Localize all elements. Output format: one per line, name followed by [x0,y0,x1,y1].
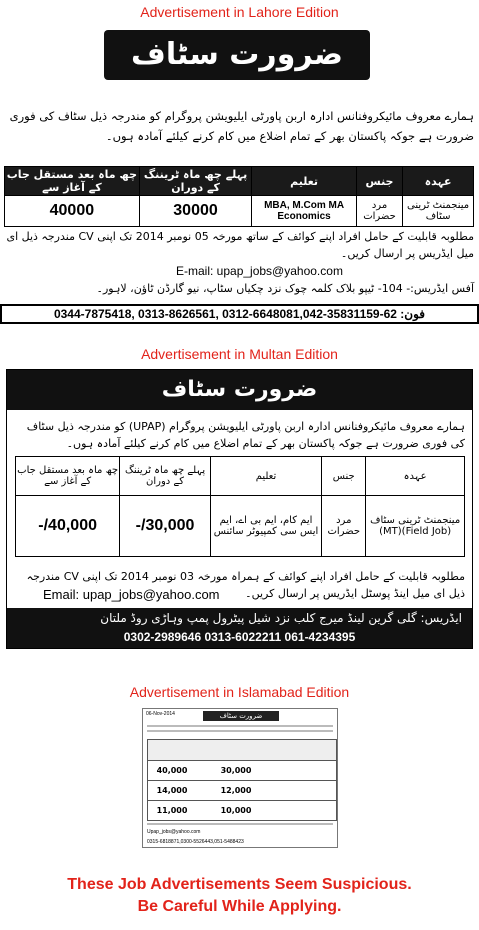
multan-email: Email: upap_jobs@yahoo.com [43,587,220,602]
table-header-row [5,167,474,196]
warning-line-1: These Job Advertisements Seem Suspicious. [67,876,412,893]
table-header-row [16,457,465,496]
lahore-email: E-mail: upap_jobs@yahoo.com [176,264,343,278]
header-education: تعلیم [210,457,321,496]
multan-job-table [15,456,465,557]
header-permanent-pay: چھ ماہ بعد مستقل جاب کے آغاز سے [16,457,120,496]
cell-training-pay: 30000 [139,196,252,227]
lahore-job-table [4,166,474,227]
header-post: عہدہ [403,167,474,196]
multan-footer [7,608,472,648]
cell-permanent-pay: 40,000/- [16,496,120,557]
header-gender: جنس [322,457,366,496]
text-line [147,730,333,732]
islamabad-banner: ضرورت سٹاف [203,711,279,721]
lahore-phones: 0344-7875418, 0313-8626561, 0312-6648081,042-35831159-62 :فون [0,304,479,324]
cell-training-pay: 10,000 [220,806,252,815]
table-row [5,196,474,227]
multan-advertisement [6,369,473,649]
cell-permanent-pay: 40,000 [156,766,188,775]
cell-permanent-pay: 14,000 [156,786,188,795]
lahore-intro: ہمارے معروف مائیکروفنانس ادارہ اربن پاورٹی ایلیویشن پروگرام کو مندرجہ ذیل سٹاف کی فوری ضرورت ہے جوکہ پاکستان بھر کے تمام اضلاع میں کام کرنے کیلئے آمادہ ہوں۔ [9,109,474,143]
cell-permanent-pay: 40000 [5,196,140,227]
multan-banner: ضرورت سٹاف [7,370,472,410]
islamabad-date: 06-Nov-2014 [146,711,175,717]
islamabad-job-table [147,739,337,821]
cell-education: ایم کام، ایم بی اے، ایم ایس سی کمپیوٹر سائنس [210,496,321,557]
islamabad-phones: 0315-6818871,0300-5526443,051-5488423 [147,839,244,845]
multan-phones: 0302-2989646 0313-6022211 061-4234395 [123,630,356,644]
multan-address: ایڈریس: گلی گرین لینڈ میرج کلب نزد شیل پیٹرول پمپ وہاڑی روڈ ملتان [100,611,462,625]
table-row [148,800,336,821]
table-row [16,496,465,557]
lahore-advertisement [0,26,479,326]
lahore-address: آفس ایڈریس:- 104- ٹیپو بلاک کلمہ چوک نزد چکیاں سٹاپ، نیو گارڈن ٹاؤن، لاہور۔ [96,282,474,295]
caption-islamabad: Advertisement in Islamabad Edition [129,684,350,700]
cell-post: مینجمنٹ ٹرینی سٹاف (Field Job)(MT) [366,496,465,557]
cell-training-pay: 12,000 [220,786,252,795]
header-education: تعلیم [252,167,357,196]
warning-line-2: Be Careful While Applying. [137,898,342,915]
header-permanent-pay: چھ ماہ بعد مستقل جاب کے آغاز سے [5,167,140,196]
islamabad-email: Upap_jobs@yahoo.com [147,829,201,835]
cell-training-pay: 30,000/- [120,496,211,557]
table-header-row [148,740,336,760]
header-training-pay: پہلے چھ ماہ ٹریننگ کے دوران [139,167,252,196]
lahore-banner: ضرورت سٹاف [104,30,370,80]
header-training-pay: پہلے چھ ماہ ٹریننگ کے دوران [120,457,211,496]
caption-lahore: Advertisement in Lahore Edition [140,4,339,20]
multan-intro: ہمارے معروف مائیکروفنانس ادارہ اربن پاورٹی ایلیویشن پروگرام (UPAP) کو مندرجہ ذیل سٹاف کی فوری ضرورت ہے جوکہ پاکستان بھر کے تمام اضلاع میں کام کرنے کیلئے آمادہ ہوں۔ [26,420,465,450]
cell-gender: مرد حضرات [356,196,402,227]
lahore-apply-text: مطلوبہ قابلیت کے حامل افراد اپنے کوائف کے ساتھ مورخہ 05 نومبر 2014 تک اپنی CV مندرجہ ذیل ای میل ایڈریس پر ارسال کریں۔ [6,230,474,260]
caption-multan: Advertisement in Multan Edition [141,346,338,362]
islamabad-advertisement [142,708,338,848]
multan-apply-text: مطلوبہ قابلیت کے حامل افراد اپنے کوائف کے ہمراہ مورخہ 03 نومبر 2014 تک اپنی CV مندرجہ ذیل ای میل اینڈ پوسٹل ایڈریس پر ارسال کریں۔ [26,570,465,600]
cell-gender: مرد حضرات [322,496,366,557]
cell-post: مینجمنٹ ٹرینی سٹاف [403,196,474,227]
header-gender: جنس [356,167,402,196]
text-line [147,823,333,825]
cell-education: MBA, M.Com MA Economics [252,196,357,227]
header-post: عہدہ [366,457,465,496]
cell-training-pay: 30,000 [220,766,252,775]
text-line [147,725,333,727]
table-row [148,780,336,801]
cell-permanent-pay: 11,000 [156,806,188,815]
table-row [148,760,336,781]
